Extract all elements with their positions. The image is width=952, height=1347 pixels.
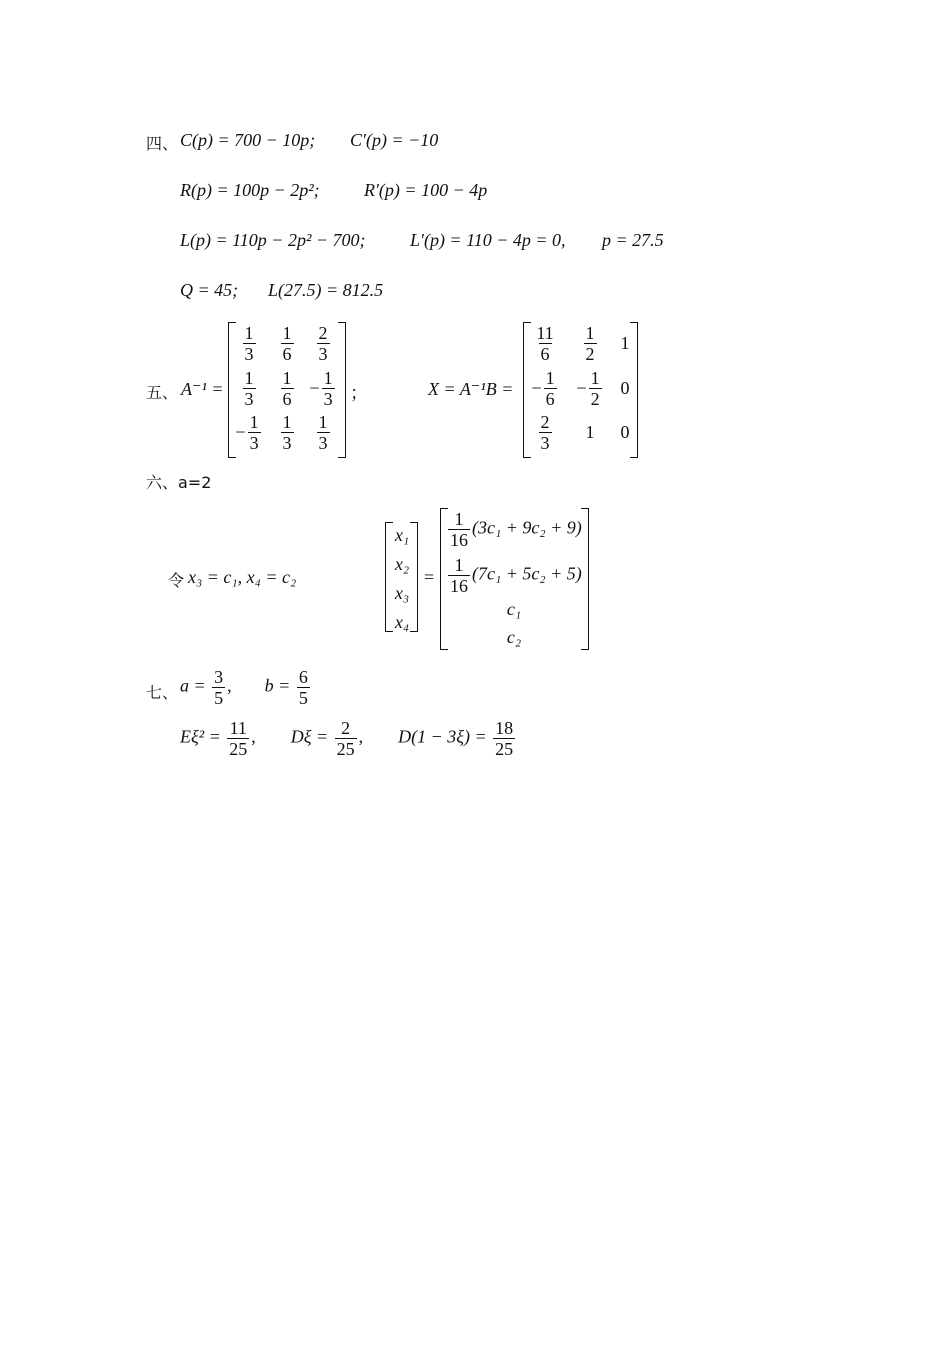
x-cell-1-2 [595, 378, 655, 399]
x-value: 1 [585, 422, 595, 442]
ainv-sign: − [235, 422, 246, 442]
q7-d2-lhs: D(1 − 3ξ) = [398, 726, 487, 747]
x-denominator: 3 [540, 433, 550, 453]
q7-a-lhs: a = [180, 675, 206, 696]
q4-line3-profit: L(p) = 110p − 2p² − 700; [180, 230, 366, 250]
q4-line3-price: p = 27.5 [602, 230, 664, 250]
q7-a-den: 5 [214, 688, 224, 708]
q4-line4-quantity: Q = 45; [180, 280, 239, 300]
ainv-cell-2-2 [293, 412, 353, 453]
ainv-denominator: 3 [323, 389, 333, 409]
q7-b-den: 5 [298, 688, 308, 708]
x-value: 0 [620, 422, 630, 442]
x-numerator: 1 [590, 368, 600, 388]
x-denominator: 2 [590, 389, 600, 409]
ainv-cell-1-2 [293, 368, 353, 409]
ainv-numerator: 1 [249, 412, 259, 432]
q7-b-num: 6 [298, 667, 308, 687]
q7-line1: a = $\frac{3}{5}$ , b = $\frac{6}{5}$ [180, 667, 308, 708]
x-numerator: 1 [585, 323, 595, 343]
q7-label: 七、 [146, 683, 179, 702]
ainv-numerator: 2 [318, 323, 328, 343]
x-cell-2-2 [595, 422, 655, 443]
q7-d-num: 2 [341, 718, 351, 738]
q7-e-lhs: Eξ² = [180, 726, 221, 747]
ainv-numerator: 1 [282, 368, 292, 388]
q7-b-lhs: b = [264, 675, 291, 696]
q7-a-num: 3 [214, 667, 224, 687]
sol-row4: c₂ [506, 627, 522, 647]
x-value: 0 [620, 378, 630, 398]
sol2-frac-den: 16 [450, 576, 468, 596]
q6-let-params: x₃ = c₁, x₄ = c₂ [188, 567, 297, 587]
ainv-denominator: 3 [244, 344, 254, 364]
x-value: 1 [620, 333, 630, 353]
x-denominator: 2 [585, 344, 595, 364]
q4-line3-marginal-profit: L′(p) = 110 − 4p = 0, [410, 230, 566, 250]
vec-x2: x₂ [394, 554, 410, 574]
ainv-denominator: 3 [318, 344, 328, 364]
q7-e-den: 25 [229, 739, 248, 759]
sol2-expr: (7c₁ + 5c₂ + 5) [472, 563, 582, 584]
sol-row3: c₁ [506, 599, 522, 619]
sol2-frac-num: 1 [454, 555, 464, 575]
sol1-frac-den: 16 [450, 530, 468, 550]
ainv-denominator: 3 [244, 389, 254, 409]
ainv-denominator: 6 [282, 344, 292, 364]
q5-label: 五、 [146, 383, 179, 402]
vec-x3: x₃ [394, 583, 410, 603]
q4-line1-cost: C(p) = 700 − 10p; [180, 130, 316, 150]
x-numerator: 11 [536, 323, 554, 343]
x-denominator: 6 [540, 344, 550, 364]
q4-line4-max-profit: L(27.5) = 812.5 [268, 280, 384, 300]
vec-x1: x₁ [394, 525, 410, 545]
x-sign: − [576, 378, 587, 398]
q5-semicolon: ； [350, 383, 368, 403]
q6-let-label: 令 [168, 571, 185, 590]
ainv-numerator: 1 [323, 368, 333, 388]
ainv-numerator: 1 [282, 412, 292, 432]
sol1-frac-num: 1 [454, 509, 464, 529]
ainv-numerator: 1 [282, 323, 292, 343]
q7-d-lhs: Dξ = [290, 726, 329, 747]
q4-line2-revenue: R(p) = 100p − 2p²; [180, 180, 320, 200]
ainv-cell-0-2 [293, 323, 353, 364]
ainv-denominator: 3 [318, 433, 328, 453]
vec-x4: x₄ [394, 612, 410, 632]
x-denominator: 6 [545, 389, 555, 409]
ainv-numerator: 1 [318, 412, 328, 432]
ainv-numerator: 1 [244, 323, 254, 343]
q6-equals: = [424, 567, 435, 587]
q7-d-den: 25 [336, 739, 355, 759]
ainv-denominator: 3 [249, 433, 259, 453]
q6-label: 六、a=2 [146, 473, 212, 492]
q5-ainv-lhs: A⁻¹ = [181, 379, 224, 399]
x-sign: − [531, 378, 542, 398]
q7-e-num: 11 [229, 718, 247, 738]
x-numerator: 2 [540, 412, 550, 432]
sol-row2 [446, 555, 582, 596]
ainv-denominator: 3 [282, 433, 292, 453]
q4-label: 四、 [146, 134, 179, 153]
sol-row1 [446, 509, 582, 550]
q5-x-lhs: X = A⁻¹B = [428, 379, 514, 399]
ainv-numerator: 1 [244, 368, 254, 388]
sol1-expr: (3c₁ + 9c₂ + 9) [472, 517, 582, 538]
q4-line2-marginal-revenue: R′(p) = 100 − 4p [364, 180, 488, 200]
q4-line1-marginal-cost: C′(p) = −10 [350, 130, 439, 150]
x-cell-0-2 [595, 333, 655, 354]
ainv-sign: − [309, 378, 320, 398]
ainv-denominator: 6 [282, 389, 292, 409]
x-numerator: 1 [545, 368, 555, 388]
q7-d2-den: 25 [495, 739, 514, 759]
q7-d2-num: 18 [495, 718, 514, 738]
sol-right-bracket [581, 508, 589, 650]
q7-line2: Eξ² = $\frac{11}{25}$ , Dξ = $\frac{2}{25}$ , D(1 − 3ξ) = $\frac{18}{25}$ [180, 718, 514, 759]
